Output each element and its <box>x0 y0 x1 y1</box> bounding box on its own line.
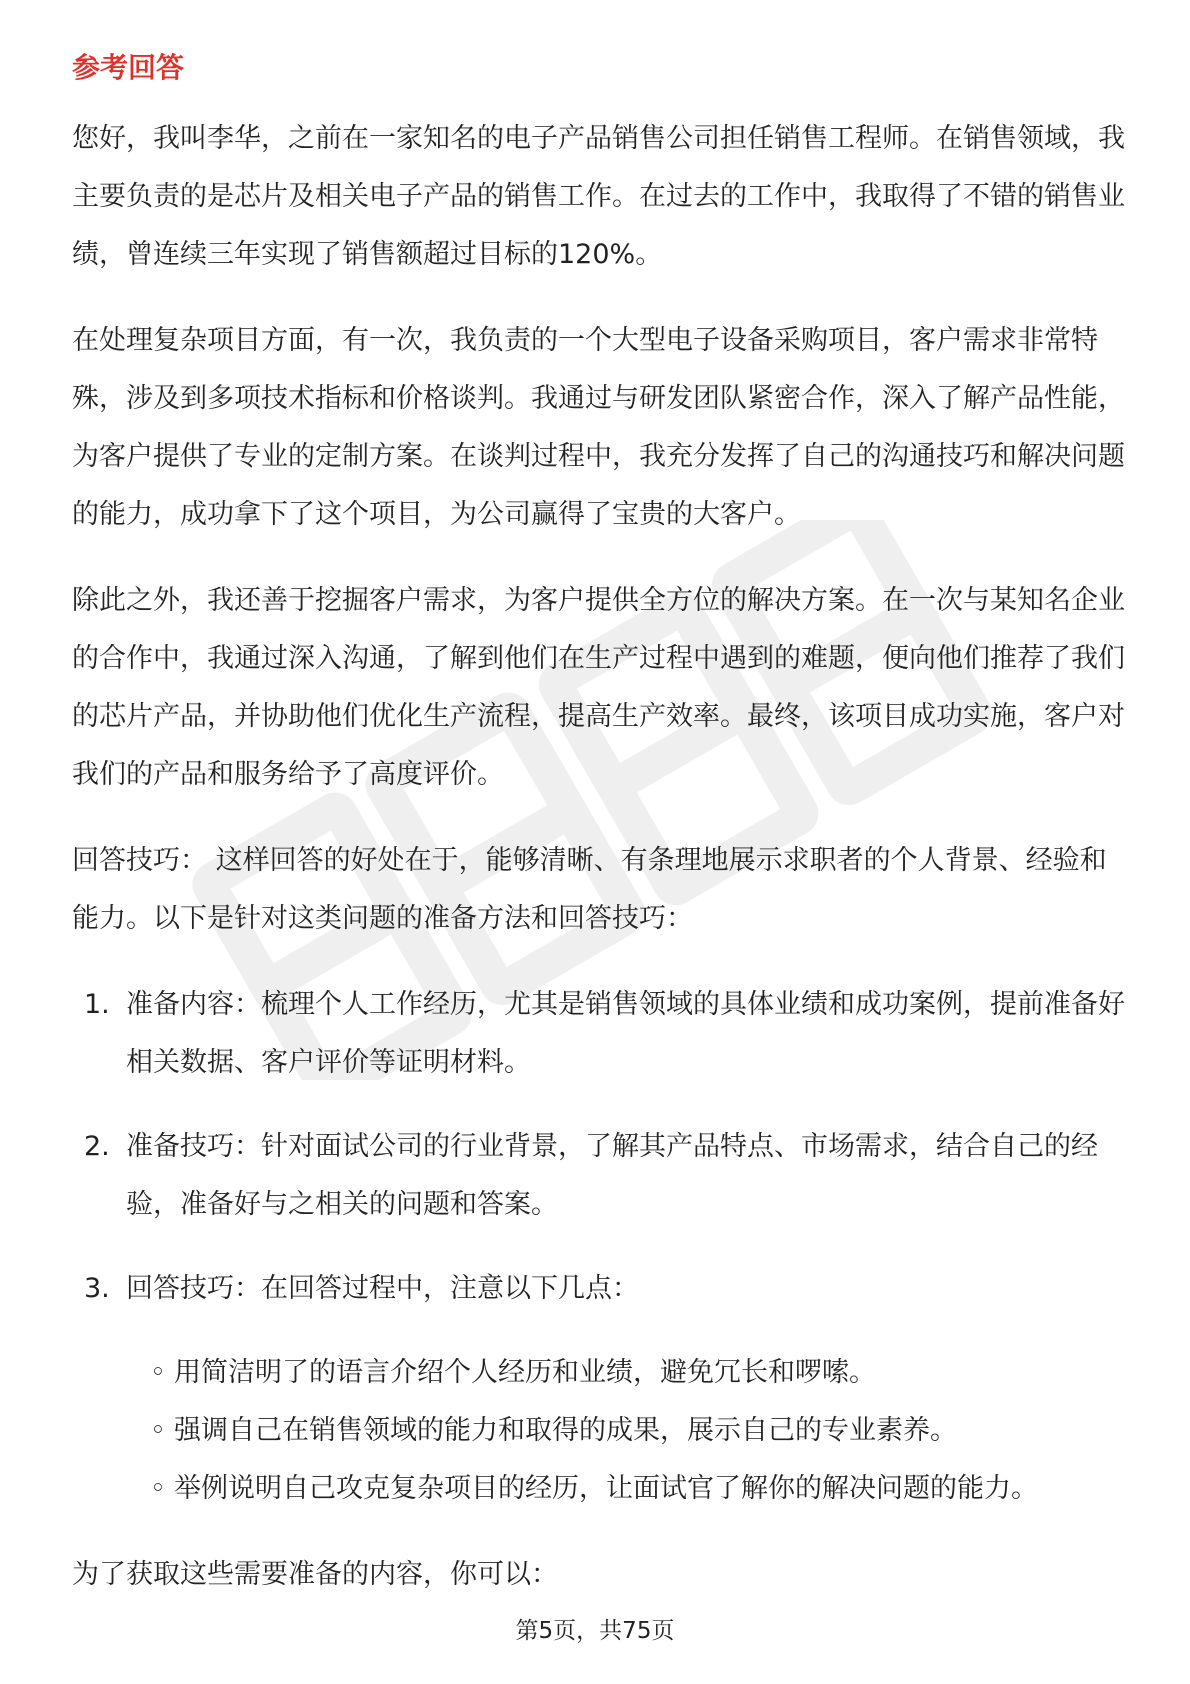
steps-list <box>72 976 1132 1318</box>
answer-paragraph-1: 您好，我叫李华，之前在一家知名的电子产品销售公司担任销售工程师。在销售领域，我主要负责的是芯片及相关电子产品的销售工作。在过去的工作中，我取得了不错的销售业绩，曾连续三年实现了销售额超过目标的120%。 <box>72 123 1125 270</box>
closing-line: 为了获取这些需要准备的内容，你可以： <box>72 1559 558 1590</box>
list-number: 1. <box>84 989 110 1020</box>
tips-intro: 回答技巧： 这样回答的好处在于，能够清晰、有条理地展示求职者的个人背景、经验和能力。以下是针对这类问题的准备方法和回答技巧： <box>72 845 1107 934</box>
list-number: 3. <box>84 1273 110 1304</box>
list-item <box>150 1402 1132 1460</box>
list-item-text: 准备技巧：针对面试公司的行业背景，了解其产品特点、市场需求，结合自己的经验，准备好与之相关的问题和答案。 <box>126 1131 1098 1220</box>
section-heading: 参考回答 <box>72 51 185 84</box>
list-item-text: 准备内容：梳理个人工作经历，尤其是销售领域的具体业绩和成功案例，提前准备好相关数据、客户评价等证明材料。 <box>126 989 1125 1078</box>
answer-paragraph-2: 在处理复杂项目方面，有一次，我负责的一个大型电子设备采购项目，客户需求非常特殊，涉及到多项技术指标和价格谈判。我通过与研发团队紧密合作，深入了解产品性能，为客户提供了专业的定制方案。在谈判过程中，我充分发挥了自己的沟通技巧和解决问题的能力，成功拿下了这个项目，为公司赢得了宝贵的大客户。 <box>72 325 1125 530</box>
list-item <box>150 1460 1132 1518</box>
list-item <box>150 1344 1132 1402</box>
list-number: 2. <box>84 1131 110 1162</box>
document-page <box>72 44 1132 1604</box>
list-item-text: 举例说明自己攻克复杂项目的经历，让面试官了解你的解决问题的能力。 <box>174 1473 1038 1504</box>
sub-points-list <box>72 1344 1132 1518</box>
list-item-text: 用简洁明了的语言介绍个人经历和业绩，避免冗长和啰嗦。 <box>174 1357 876 1388</box>
circle-bullet-icon: ◦ <box>150 1473 166 1504</box>
circle-bullet-icon: ◦ <box>150 1415 166 1446</box>
list-item-text: 回答技巧：在回答过程中，注意以下几点： <box>126 1273 639 1304</box>
list-item <box>72 976 1132 1092</box>
list-item-text: 强调自己在销售领域的能力和取得的成果，展示自己的专业素养。 <box>174 1415 957 1446</box>
circle-bullet-icon: ◦ <box>150 1357 166 1388</box>
list-item <box>72 1118 1132 1234</box>
page-number: 第5页，共75页 <box>515 1618 675 1644</box>
list-item <box>72 1260 1132 1318</box>
answer-paragraph-3: 除此之外，我还善于挖掘客户需求，为客户提供全方位的解决方案。在一次与某知名企业的合作中，我通过深入沟通，了解到他们在生产过程中遇到的难题，便向他们推荐了我们的芯片产品，并协助他们优化生产流程，提高生产效率。最终，该项目成功实施，客户对我们的产品和服务给予了高度评价。 <box>72 585 1125 790</box>
